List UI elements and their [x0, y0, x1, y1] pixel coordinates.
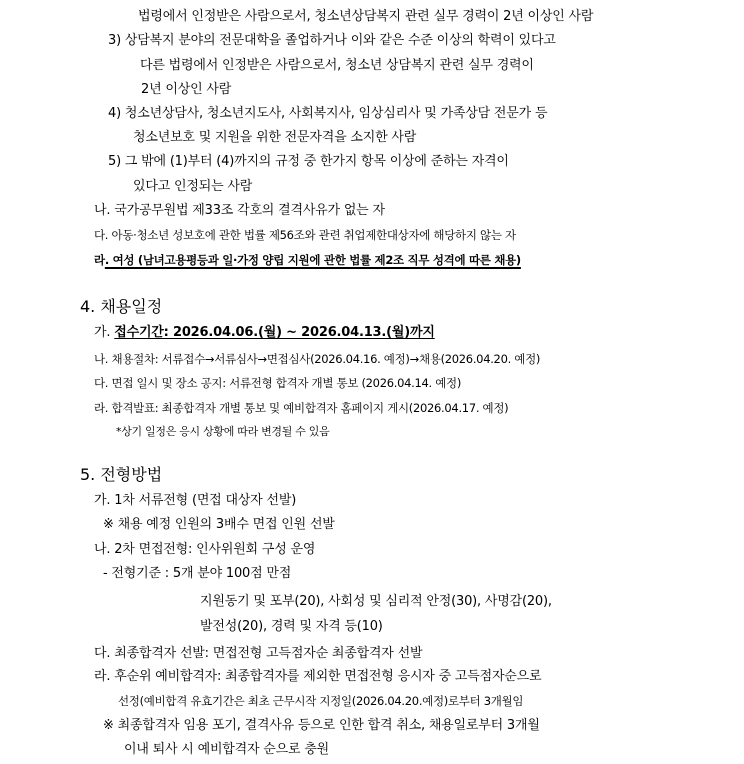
- eligibility-ra-text: . 여성 (남녀고용평등과 일·가정 양립 지원에 관한 법률 제2조 직무 성격에 따른 채용): [104, 253, 521, 267]
- eligibility-item5-line1: 5) 그 밖에 (1)부터 (4)까지의 규정 중 한가지 항목 이상에 준하는 자격이: [108, 154, 509, 169]
- section-5-heading: 5. 전형방법: [80, 465, 163, 484]
- eligibility-da: 다. 아동·청소년 성보호에 관한 법률 제56조와 관련 취업제한대상자에 해당하지 않는 자: [94, 228, 516, 242]
- selection-ra-line1: 라. 후순위 예비합격자: 최종합격자를 제외한 면접전형 응시자 중 고득점자순으로: [94, 669, 542, 684]
- eligibility-ra-prefix: 라: [94, 253, 105, 267]
- selection-ra-line2: 선정(예비합격 유효기간은 최초 근무시작 지정일(2026.04.20.예정)로부터 3개월임: [118, 694, 524, 708]
- eligibility-item3-line3: 2년 이상인 사람: [141, 82, 232, 97]
- selection-criteria-line1: - 전형기준 : 5개 분야 100점 만점: [103, 566, 292, 581]
- eligibility-item4-line2: 청소년보호 및 지원을 위한 전문자격을 소지한 사람: [133, 130, 417, 145]
- eligibility-item5-line2: 있다고 인정되는 사람: [133, 179, 253, 194]
- eligibility-item2-continuation: 법령에서 인정받은 사람으로서, 청소년상담복지 관련 실무 경력이 2년 이상인 사람: [138, 9, 594, 24]
- selection-na: 나. 2차 면접전형: 인사위원회 구성 운영: [94, 542, 316, 557]
- selection-ga-note: ※ 채용 예정 인원의 3배수 면접 인원 선발: [103, 517, 335, 532]
- selection-criteria-line2: 지원동기 및 포부(20), 사회성 및 심리적 안정(30), 사명감(20),: [200, 594, 552, 609]
- schedule-ga: [94, 324, 435, 342]
- schedule-na: 나. 채용절차: 서류접수→서류심사→면접심사(2026.04.16. 예정)→채용(2026.04.20. 예정): [94, 352, 541, 366]
- selection-note-line1: ※ 최종합격자 임용 포기, 결격사유 등으로 인한 합격 취소, 채용일로부터 3개월: [103, 718, 540, 733]
- selection-note-line2: 이내 퇴사 시 예비합격자 순으로 충원: [124, 742, 330, 757]
- schedule-da: 다. 면접 일시 및 장소 공지: 서류전형 합격자 개별 통보 (2026.04.14. 예정): [94, 376, 462, 390]
- selection-ga: 가. 1차 서류전형 (면접 대상자 선발): [94, 493, 297, 508]
- schedule-ga-text: 접수기간: 2026.04.06.(월) ~ 2026.04.13.(월)까지: [114, 325, 435, 340]
- eligibility-item4-line1: 4) 청소년상담사, 청소년지도사, 사회복지사, 임상심리사 및 가족상담 전문가 등: [108, 106, 548, 121]
- eligibility-item3-line1: 3) 상담복지 분야의 전문대학을 졸업하거나 이와 같은 수준 이상의 학력이 있다고: [108, 33, 556, 48]
- section-4-heading: 4. 채용일정: [80, 297, 163, 316]
- eligibility-item3-line2: 다른 법령에서 인정받은 사람으로서, 청소년 상담복지 관련 실무 경력이: [140, 58, 534, 73]
- selection-da: 다. 최종합격자 선발: 면접전형 고득점자순 최종합격자 선발: [94, 646, 423, 661]
- schedule-note: *상기 일정은 응시 상황에 따라 변경될 수 있음: [116, 425, 330, 438]
- eligibility-ra: [94, 251, 521, 269]
- selection-criteria-line3: 발전성(20), 경력 및 자격 등(10): [200, 619, 383, 634]
- schedule-ra: 라. 합격발표: 최종합격자 개별 통보 및 예비합격자 홈페이지 게시(2026.04.17. 예정): [94, 401, 509, 415]
- eligibility-na: 나. 국가공무원법 제33조 각호의 결격사유가 없는 자: [94, 203, 385, 218]
- schedule-ga-prefix: 가.: [94, 325, 115, 340]
